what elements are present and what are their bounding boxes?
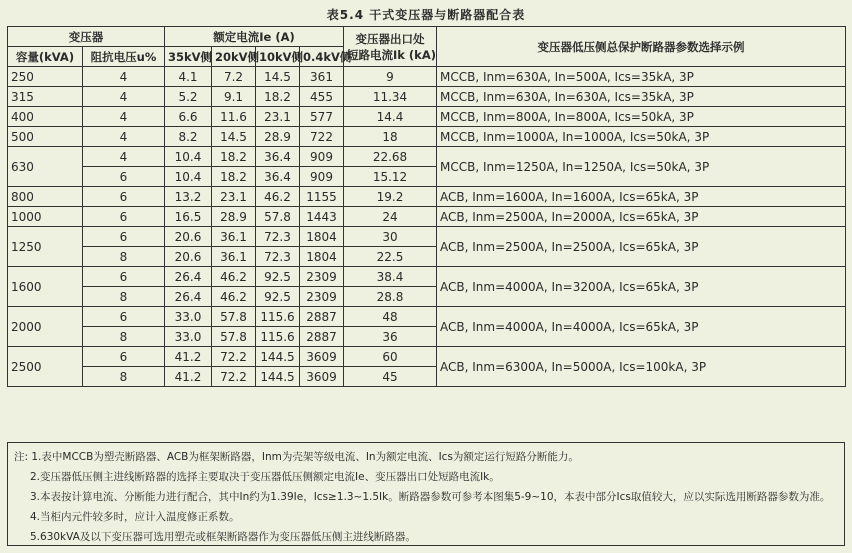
- cell-10kv: 36.4: [256, 167, 300, 187]
- cell-04kv: 2309: [300, 287, 344, 307]
- cell-04kv: 3609: [300, 347, 344, 367]
- cell-impedance: 6: [83, 307, 165, 327]
- cell-35kv: 16.5: [165, 207, 212, 227]
- cell-capacity: 1250: [8, 227, 83, 267]
- cell-example: ACB, Inm=4000A, In=3200A, Ics=65kA, 3P: [437, 267, 846, 307]
- note-1: 注: 1.表中MCCB为塑壳断路器、ACB为框架断路器，Inm为壳架等级电流、In为额定电流、Ics为额定运行短路分断能力。: [14, 451, 579, 463]
- cell-10kv: 144.5: [256, 367, 300, 387]
- cell-impedance: 6: [83, 347, 165, 367]
- cell-35kv: 26.4: [165, 267, 212, 287]
- cell-04kv: 361: [300, 67, 344, 87]
- cell-35kv: 5.2: [165, 87, 212, 107]
- cell-04kv: 1443: [300, 207, 344, 227]
- table-notes: [7, 442, 845, 546]
- cell-04kv: 1804: [300, 247, 344, 267]
- cell-10kv: 72.3: [256, 227, 300, 247]
- cell-10kv: 14.5: [256, 67, 300, 87]
- cell-04kv: 2887: [300, 307, 344, 327]
- cell-capacity: 2000: [8, 307, 83, 347]
- cell-20kv: 23.1: [212, 187, 256, 207]
- cell-ik: 19.2: [344, 187, 437, 207]
- cell-ik: 18: [344, 127, 437, 147]
- cell-capacity: 1600: [8, 267, 83, 307]
- cell-20kv: 72.2: [212, 367, 256, 387]
- cell-impedance: 6: [83, 227, 165, 247]
- header-10kv: 10kV侧: [256, 47, 300, 67]
- header-example: 变压器低压侧总保护断路器参数选择示例: [437, 27, 846, 67]
- cell-20kv: 28.9: [212, 207, 256, 227]
- table-row: [8, 67, 846, 87]
- table-row: [8, 267, 846, 287]
- table-row: [8, 227, 846, 247]
- cell-20kv: 57.8: [212, 307, 256, 327]
- cell-35kv: 33.0: [165, 307, 212, 327]
- note-3: 3.本表按计算电流、分断能力进行配合，其中In约为1.39Ie，Ics≥1.3~1.5Ik。断路器参数可参考本图集5-9~10，本表中部分Ics取值较大，应以实际选用断路器参数为准。: [30, 491, 831, 503]
- transformer-breaker-table: [7, 26, 846, 387]
- cell-ik: 24: [344, 207, 437, 227]
- cell-impedance: 4: [83, 67, 165, 87]
- header-capacity: 容量(kVA): [8, 47, 83, 67]
- cell-04kv: 1804: [300, 227, 344, 247]
- cell-10kv: 36.4: [256, 147, 300, 167]
- cell-capacity: 250: [8, 67, 83, 87]
- cell-20kv: 18.2: [212, 167, 256, 187]
- cell-example: ACB, Inm=1600A, In=1600A, Ics=65kA, 3P: [437, 187, 846, 207]
- cell-10kv: 18.2: [256, 87, 300, 107]
- cell-20kv: 11.6: [212, 107, 256, 127]
- cell-04kv: 2309: [300, 267, 344, 287]
- cell-example: ACB, Inm=4000A, In=4000A, Ics=65kA, 3P: [437, 307, 846, 347]
- table-row: [8, 147, 846, 167]
- cell-04kv: 455: [300, 87, 344, 107]
- cell-ik: 22.68: [344, 147, 437, 167]
- header-transformer: 变压器: [8, 27, 165, 47]
- note-5: 5.630kVA及以下变压器可选用塑壳或框架断路器作为变压器低压侧主进线断路器。: [30, 531, 416, 543]
- header-rated-current: 额定电流Ie (A): [165, 27, 344, 47]
- cell-capacity: 1000: [8, 207, 83, 227]
- cell-ik: 14.4: [344, 107, 437, 127]
- cell-example: MCCB, Inm=630A, In=500A, Ics=35kA, 3P: [437, 67, 846, 87]
- header-short-circuit-line2: 短路电流Ik (kA): [347, 47, 436, 62]
- cell-example: MCCB, Inm=800A, In=800A, Ics=50kA, 3P: [437, 107, 846, 127]
- table-row: [8, 207, 846, 227]
- table-row: [8, 307, 846, 327]
- cell-impedance: 6: [83, 167, 165, 187]
- cell-20kv: 46.2: [212, 287, 256, 307]
- table-title: 表5.4 干式变压器与断路器配合表: [326, 8, 526, 22]
- cell-10kv: 115.6: [256, 327, 300, 347]
- cell-10kv: 23.1: [256, 107, 300, 127]
- cell-20kv: 72.2: [212, 347, 256, 367]
- cell-impedance: 4: [83, 147, 165, 167]
- cell-35kv: 20.6: [165, 227, 212, 247]
- header-short-circuit-line1: 变压器出口处: [355, 31, 425, 46]
- cell-04kv: 722: [300, 127, 344, 147]
- cell-20kv: 14.5: [212, 127, 256, 147]
- cell-04kv: 3609: [300, 367, 344, 387]
- cell-10kv: 28.9: [256, 127, 300, 147]
- table-row: [8, 127, 846, 147]
- cell-04kv: 2887: [300, 327, 344, 347]
- cell-04kv: 909: [300, 147, 344, 167]
- cell-example: MCCB, Inm=630A, In=630A, Ics=35kA, 3P: [437, 87, 846, 107]
- note-2: 2.变压器低压侧主进线断路器的选择主要取决于变压器低压侧额定电流Ie、变压器出口处短路电流Ik。: [30, 471, 500, 483]
- cell-ik: 45: [344, 367, 437, 387]
- table-row: [8, 187, 846, 207]
- cell-04kv: 1155: [300, 187, 344, 207]
- cell-10kv: 46.2: [256, 187, 300, 207]
- cell-capacity: 500: [8, 127, 83, 147]
- cell-35kv: 33.0: [165, 327, 212, 347]
- table-row: [8, 347, 846, 367]
- cell-35kv: 20.6: [165, 247, 212, 267]
- cell-20kv: 18.2: [212, 147, 256, 167]
- cell-impedance: 4: [83, 107, 165, 127]
- cell-20kv: 46.2: [212, 267, 256, 287]
- cell-ik: 30: [344, 227, 437, 247]
- header-20kv: 20kV侧: [212, 47, 256, 67]
- cell-ik: 11.34: [344, 87, 437, 107]
- cell-example: ACB, Inm=2500A, In=2500A, Ics=65kA, 3P: [437, 227, 846, 267]
- cell-example: MCCB, Inm=1000A, In=1000A, Ics=50kA, 3P: [437, 127, 846, 147]
- note-4: 4.当柜内元件较多时，应计入温度修正系数。: [30, 511, 240, 523]
- header-04kv: 0.4kV侧: [300, 47, 344, 67]
- cell-impedance: 4: [83, 127, 165, 147]
- cell-example: ACB, Inm=2500A, In=2000A, Ics=65kA, 3P: [437, 207, 846, 227]
- cell-example: MCCB, Inm=1250A, In=1250A, Ics=50kA, 3P: [437, 147, 846, 187]
- cell-10kv: 72.3: [256, 247, 300, 267]
- cell-impedance: 8: [83, 287, 165, 307]
- cell-impedance: 6: [83, 187, 165, 207]
- cell-impedance: 6: [83, 267, 165, 287]
- cell-20kv: 9.1: [212, 87, 256, 107]
- cell-ik: 22.5: [344, 247, 437, 267]
- cell-35kv: 41.2: [165, 347, 212, 367]
- cell-impedance: 4: [83, 87, 165, 107]
- cell-impedance: 8: [83, 327, 165, 347]
- cell-35kv: 10.4: [165, 167, 212, 187]
- table-row: [8, 87, 846, 107]
- cell-ik: 60: [344, 347, 437, 367]
- header-short-circuit: [344, 27, 437, 67]
- cell-04kv: 909: [300, 167, 344, 187]
- cell-04kv: 577: [300, 107, 344, 127]
- cell-capacity: 630: [8, 147, 83, 187]
- cell-35kv: 4.1: [165, 67, 212, 87]
- cell-20kv: 57.8: [212, 327, 256, 347]
- cell-impedance: 6: [83, 207, 165, 227]
- cell-10kv: 92.5: [256, 267, 300, 287]
- cell-10kv: 144.5: [256, 347, 300, 367]
- cell-capacity: 800: [8, 187, 83, 207]
- cell-example: ACB, Inm=6300A, In=5000A, Ics=100kA, 3P: [437, 347, 846, 387]
- cell-ik: 9: [344, 67, 437, 87]
- cell-20kv: 36.1: [212, 247, 256, 267]
- cell-35kv: 10.4: [165, 147, 212, 167]
- cell-35kv: 13.2: [165, 187, 212, 207]
- cell-10kv: 57.8: [256, 207, 300, 227]
- cell-impedance: 8: [83, 247, 165, 267]
- cell-35kv: 41.2: [165, 367, 212, 387]
- cell-capacity: 400: [8, 107, 83, 127]
- cell-20kv: 36.1: [212, 227, 256, 247]
- cell-ik: 15.12: [344, 167, 437, 187]
- cell-20kv: 7.2: [212, 67, 256, 87]
- header-impedance: 阻抗电压u%: [83, 47, 165, 67]
- cell-ik: 28.8: [344, 287, 437, 307]
- cell-10kv: 115.6: [256, 307, 300, 327]
- cell-35kv: 26.4: [165, 287, 212, 307]
- cell-capacity: 315: [8, 87, 83, 107]
- cell-10kv: 92.5: [256, 287, 300, 307]
- cell-35kv: 8.2: [165, 127, 212, 147]
- cell-capacity: 2500: [8, 347, 83, 387]
- header-35kv: 35kV侧: [165, 47, 212, 67]
- table-row: [8, 107, 846, 127]
- cell-ik: 48: [344, 307, 437, 327]
- cell-ik: 36: [344, 327, 437, 347]
- cell-ik: 38.4: [344, 267, 437, 287]
- cell-35kv: 6.6: [165, 107, 212, 127]
- cell-impedance: 8: [83, 367, 165, 387]
